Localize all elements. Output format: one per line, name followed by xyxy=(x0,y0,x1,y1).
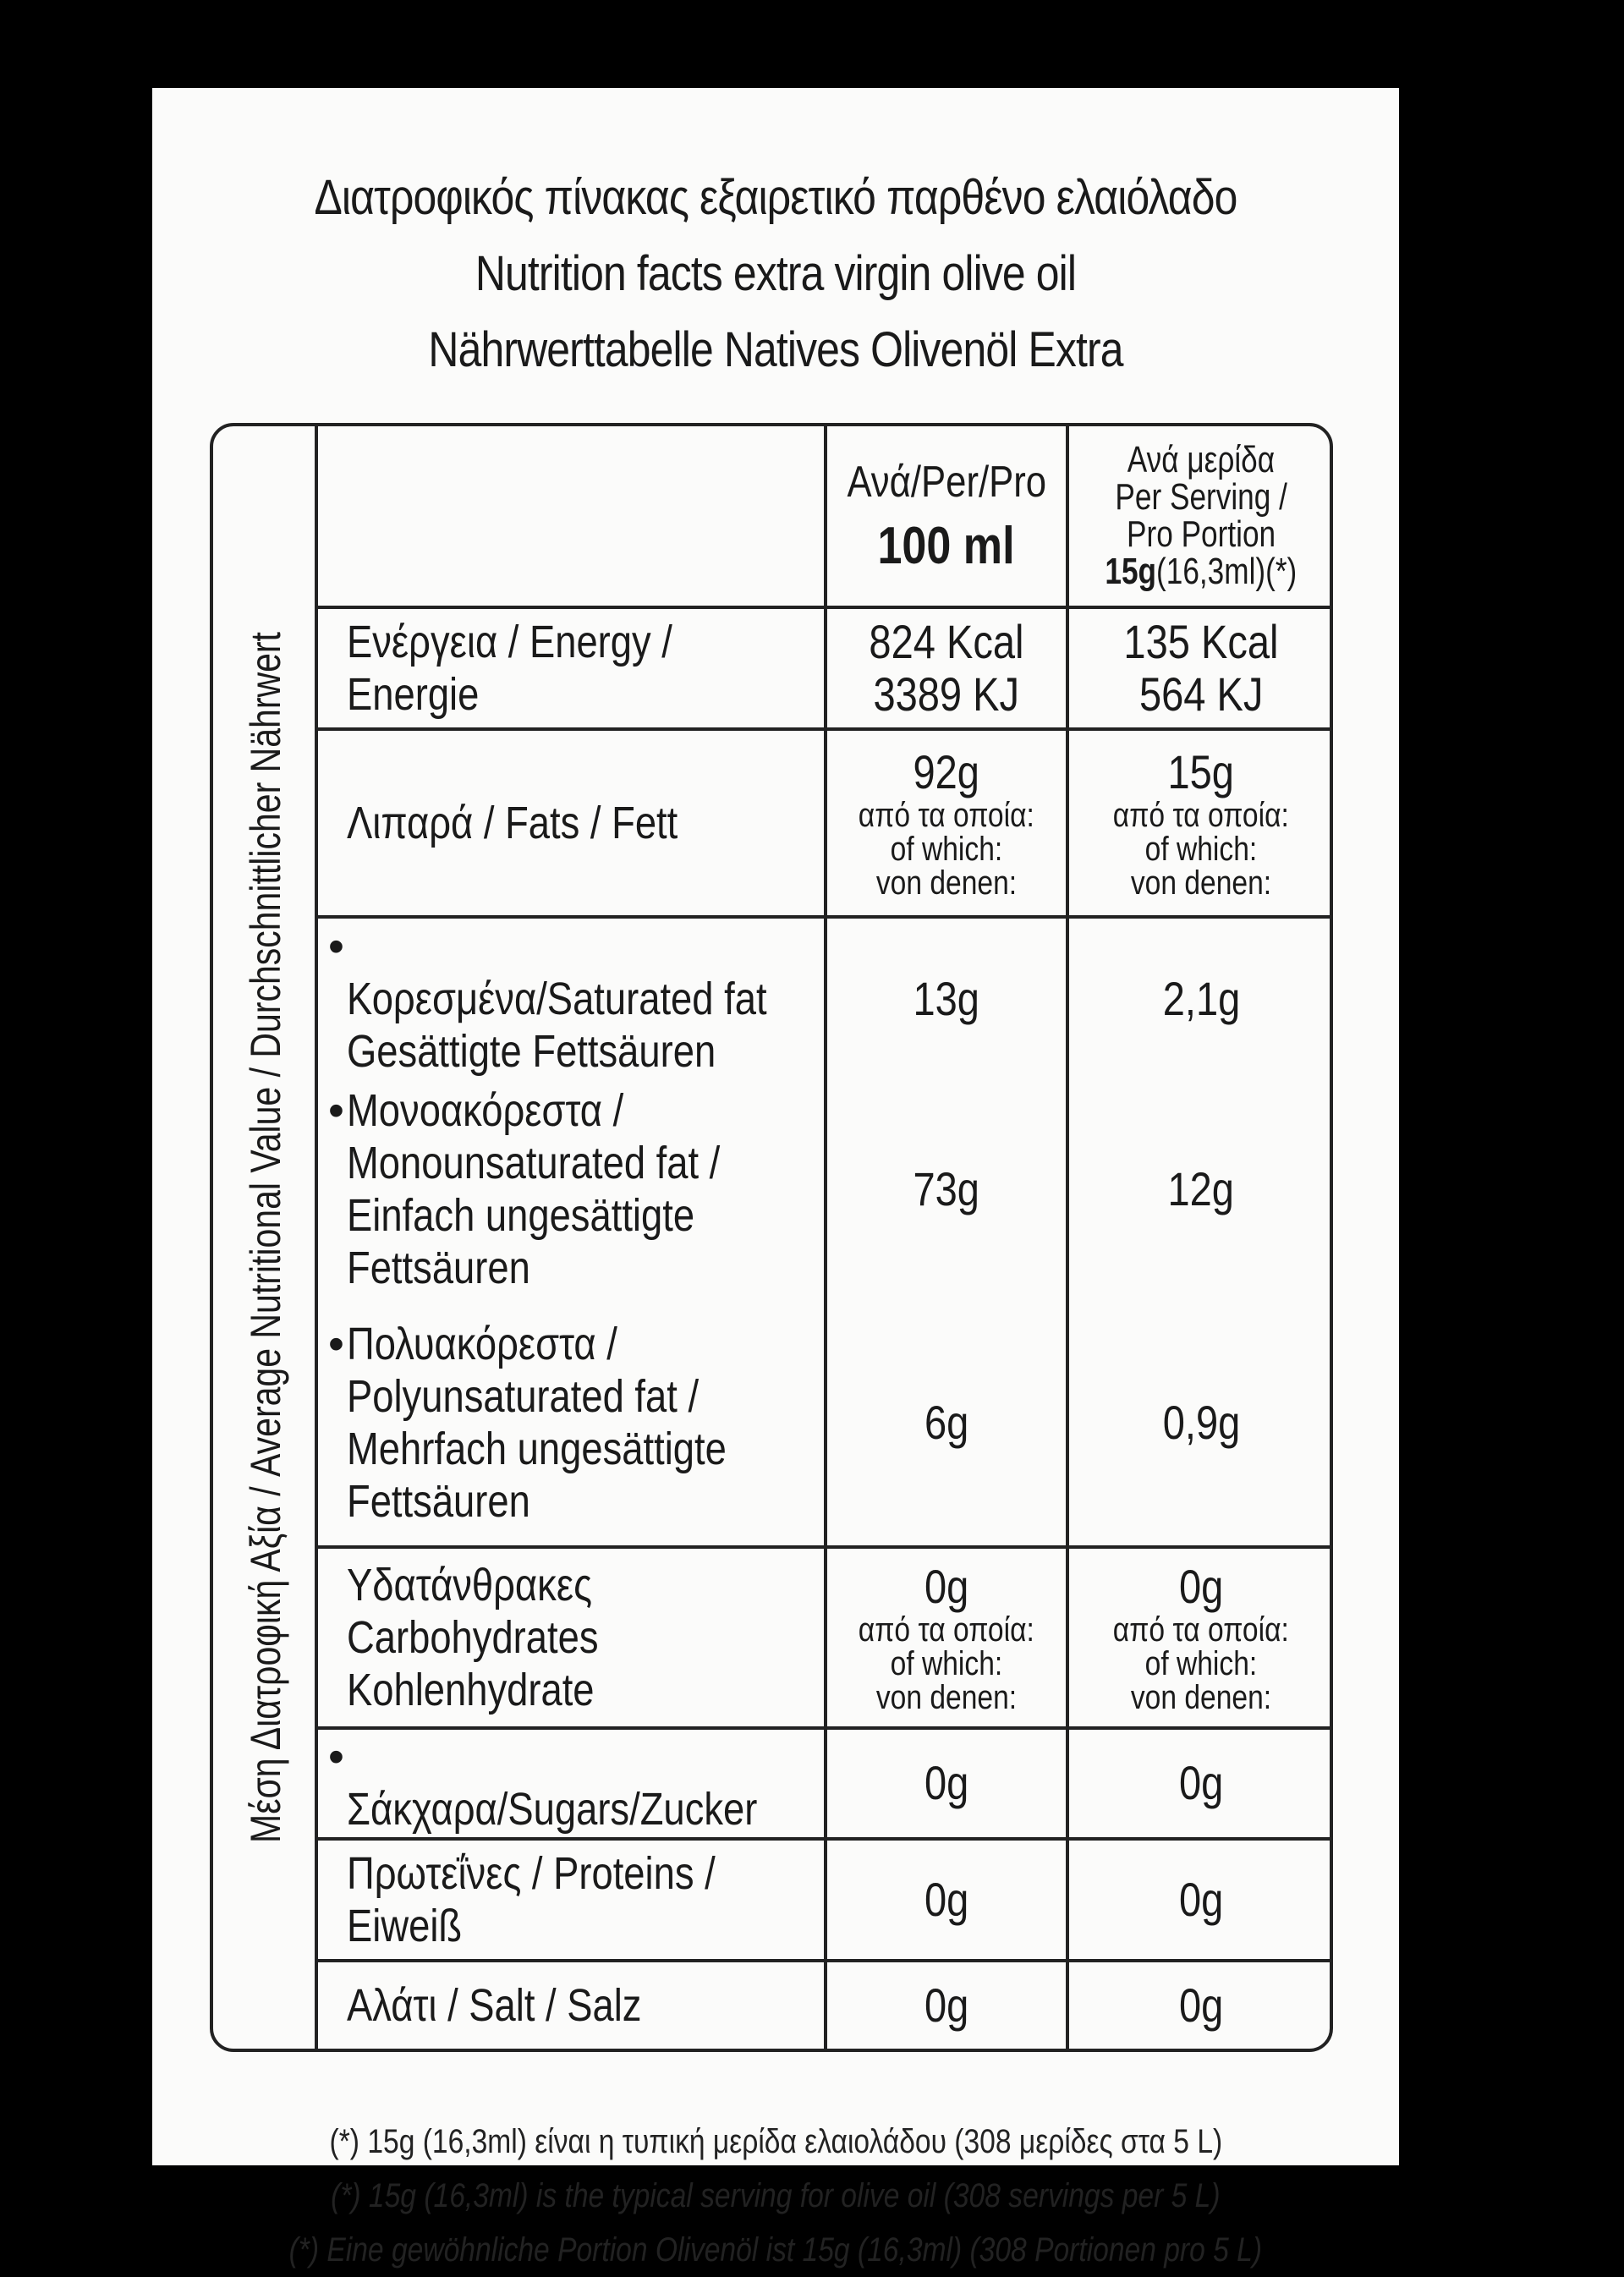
title-german: Nährwerttabelle Natives Olivenöl Extra xyxy=(428,322,1123,377)
footnote-german: (*) Eine gewöhnliche Portion Olivenöl ist 15g (16,3ml) (308 Portionen pro 5 L) xyxy=(288,2231,1263,2269)
nutrition-table-panel xyxy=(210,423,1333,2052)
side-label: Μέση Διατροφική Αξία / Average Nutritional Value / Durchschnittlicher Nährwert xyxy=(242,632,289,1843)
title-block xyxy=(152,160,1399,388)
table-row-fats: Λιπαρά / Fats / Fett 92g από τα οποία: of which: von denen: 15g από τα οποία: of which: von denen: xyxy=(318,729,1333,917)
header-per-100ml: Ανά/Per/Pro 100 ml xyxy=(826,426,1067,607)
table-row-energy: Ενέργεια / Energy / Energie 824 Kcal 3389 KJ 135 Kcal 564 KJ xyxy=(318,607,1333,730)
side-label-column xyxy=(213,426,318,2049)
table-row-polyunsaturated: •Πολυακόρεστα / Polyunsaturated fat / Mehrfach ungesättigte Fettsäuren 6g 0,9g xyxy=(318,1299,1333,1547)
nutrition-label-card xyxy=(152,88,1399,2269)
table-row-saturated: •Κορεσμένα/Saturated fat Gesättigte Fettsäuren 13g 2,1g xyxy=(318,917,1333,1078)
table-row-salt: Αλάτι / Salt / Salz 0g 0g xyxy=(318,1961,1333,2049)
footnotes xyxy=(152,2115,1399,2277)
nutrition-table xyxy=(318,426,1333,2049)
table-header-row xyxy=(318,426,1333,607)
table-row-sugars: •Σάκχαρα/Sugars/Zucker 0g 0g xyxy=(318,1728,1333,1838)
header-empty-cell xyxy=(318,426,826,607)
footnote-greek: (*) 15g (16,3ml) είναι η τυπική μερίδα ελαιολάδου (308 μερίδες στα 5 L) xyxy=(329,2123,1222,2160)
table-row-monounsaturated: •Μονοακόρεστα / Monounsaturated fat / Einfach ungesättigte Fettsäuren 73g 12g xyxy=(318,1079,1333,1300)
table-row-carbohydrates: Υδατάνθρακες Carbohydrates Kohlenhydrate 0g από τα οποία: of which: von denen: 0g από τα οποία: of which: von denen: xyxy=(318,1547,1333,1728)
title-english: Nutrition facts extra virgin olive oil xyxy=(475,246,1077,301)
header-per-serving: Ανά μερίδα Per Serving / Pro Portion 15g(16,3ml)(*) xyxy=(1067,426,1333,607)
table-row-proteins: Πρωτεΐνες / Proteins / Eiweiß 0g 0g xyxy=(318,1839,1333,1962)
title-greek: Διατροφικός πίνακας εξαιρετικό παρθένο ελαιόλαδο xyxy=(314,170,1237,225)
footnote-english: (*) 15g (16,3ml) is the typical serving for olive oil (308 servings per 5 L) xyxy=(331,2177,1221,2214)
